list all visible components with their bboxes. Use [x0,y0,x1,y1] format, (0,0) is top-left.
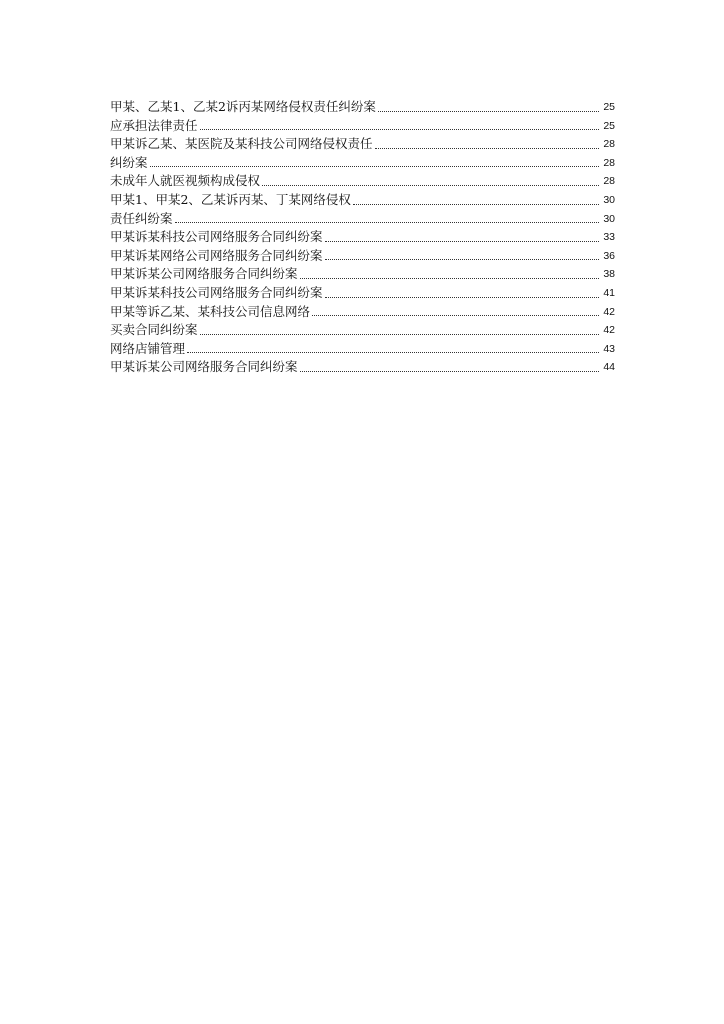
dot-leader [375,148,599,149]
toc-entry-title: 甲某诉某网络公司网络服务合同纠纷案 [110,247,323,263]
dot-leader [353,204,599,205]
toc-entry[interactable] [110,117,615,136]
toc-entry-page: 38 [603,268,615,281]
toc-entry[interactable] [110,358,615,377]
dot-leader [175,222,599,223]
toc-entry[interactable] [110,210,615,229]
toc-entry-title: 网络店铺管理 [110,340,186,356]
toc-entry-title: 甲某等诉乙某、某科技公司信息网络 [110,303,311,319]
toc-entry[interactable] [110,191,615,210]
toc-entry[interactable] [110,172,615,191]
toc-entry-title: 买卖合同纠纷案 [110,322,198,338]
toc-entry-page: 43 [603,342,615,355]
toc-entry-page: 41 [603,286,615,299]
toc-entry-page: 42 [603,305,615,318]
toc-entry-title: 甲某诉某科技公司网络服务合同纠纷案 [110,229,323,245]
dot-leader [325,297,599,298]
toc-entry-page: 25 [603,101,615,113]
toc-entry-page: 28 [603,156,615,169]
dot-leader [312,315,599,316]
toc-entry-title: 甲某诉某科技公司网络服务合同纠纷案 [110,284,323,300]
toc-entry-title: 应承担法律责任 [110,117,198,133]
dot-leader [200,334,599,335]
toc-entry[interactable] [110,303,615,322]
dot-leader [150,166,599,167]
toc-entry-page: 25 [603,119,615,132]
toc-entry-page: 33 [603,231,615,244]
toc-entry-title: 纠纷案 [110,154,148,170]
toc-entry-page: 30 [603,212,615,225]
dot-leader [325,241,599,242]
toc-entry-title: 甲某、乙某1、乙某2诉丙某网络侵权责任纠纷案 [110,99,376,114]
toc-entry-title: 甲某诉某公司网络服务合同纠纷案 [110,266,298,282]
dot-leader [378,111,599,112]
dot-leader [200,129,599,130]
toc-entry-page: 28 [603,138,615,151]
toc-entry[interactable] [110,284,615,303]
toc-entry-page: 42 [603,324,615,337]
toc-entry[interactable] [110,340,615,359]
toc-entry-page: 30 [603,193,615,206]
toc-entry[interactable] [110,228,615,247]
toc-entry-title: 责任纠纷案 [110,210,173,226]
toc-entry-title: 甲某诉某公司网络服务合同纠纷案 [110,359,298,375]
toc-entry-title: 甲某诉乙某、某医院及某科技公司网络侵权责任 [110,136,373,152]
dot-leader [300,278,599,279]
toc-entry[interactable] [110,247,615,266]
toc-entry[interactable] [110,135,615,154]
toc-entry-page: 36 [603,249,615,262]
toc-entry[interactable] [110,98,615,117]
table-of-contents [110,98,615,377]
dot-leader [300,371,599,372]
toc-entry-title: 甲某1、甲某2、乙某诉丙某、丁某网络侵权 [110,191,351,207]
dot-leader [325,259,599,260]
toc-entry-page: 44 [603,361,615,374]
toc-entry-title: 未成年人就医视频构成侵权 [110,173,261,189]
toc-entry[interactable] [110,265,615,284]
toc-entry[interactable] [110,321,615,340]
toc-entry[interactable] [110,154,615,173]
dot-leader [262,185,599,186]
dot-leader [187,352,599,353]
toc-entry-page: 28 [603,175,615,188]
